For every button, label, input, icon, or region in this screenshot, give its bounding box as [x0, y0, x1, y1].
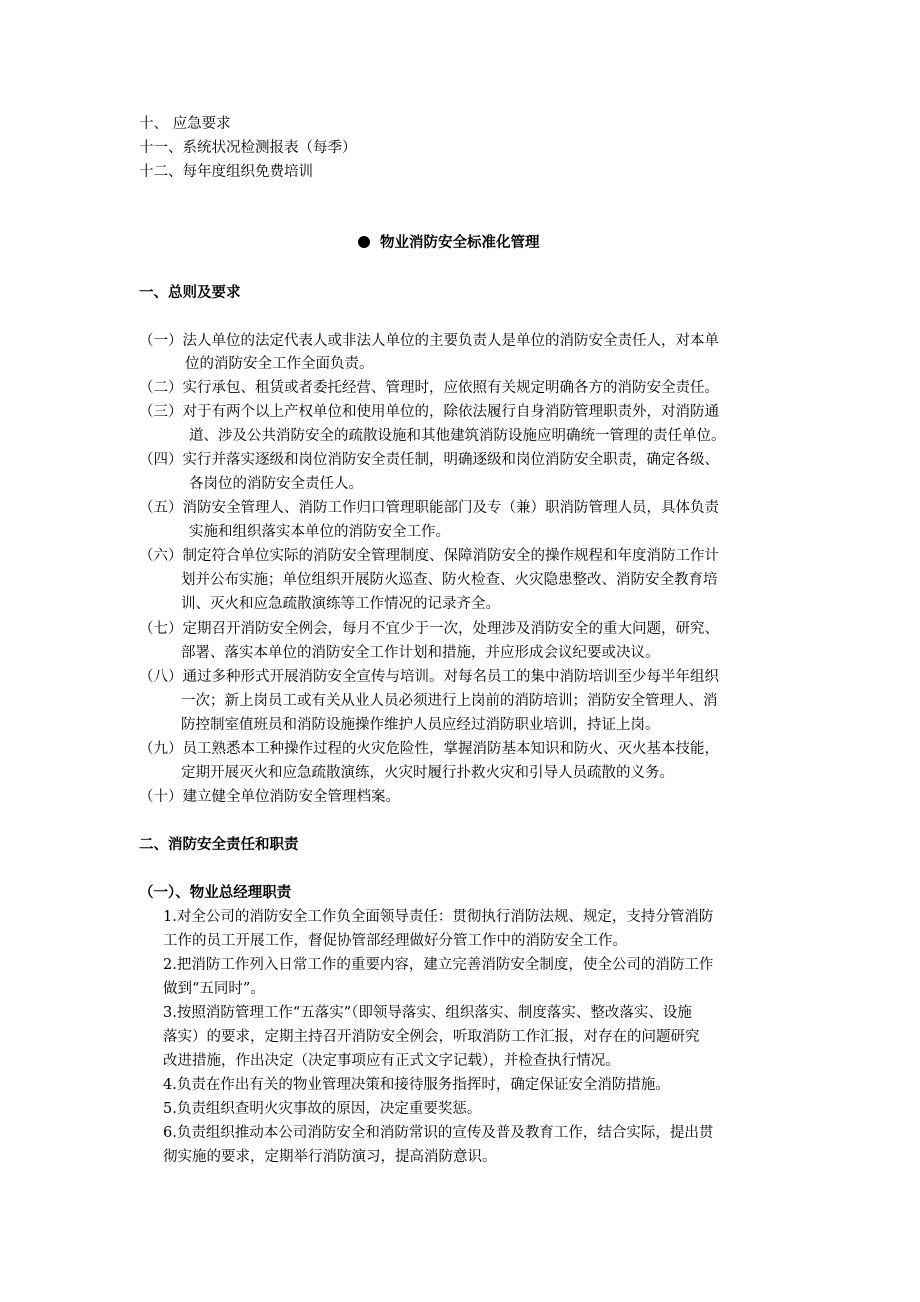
- paragraph-line: （十）建立健全单位消防安全管理档案。: [139, 789, 400, 805]
- paragraph-line: 5.负责组织查明火灾事故的原因，决定重要奖惩。: [163, 1101, 482, 1117]
- paragraph-line: 一次；新上岗员工或有关从业人员必须进行上岗前的消防培训；消防安全管理人、消: [181, 693, 718, 709]
- toc-item: 十、 应急要求: [139, 116, 231, 132]
- paragraph-line: 落实）的要求，定期主持召开消防安全例会，听取消防工作汇报，对存在的问题研究: [163, 1029, 700, 1045]
- paragraph-line: 定期开展灭火和应急疏散演练，火灾时履行扑救火灾和引导人员疏散的义务。: [181, 765, 674, 781]
- toc-item: 十一、系统状况检测报表（每季）: [139, 140, 357, 156]
- paragraph-line: 各岗位的消防安全责任人。: [189, 476, 363, 492]
- paragraph-line: 工作的员工开展工作，督促协管部经理做好分管工作中的消防安全工作。: [163, 933, 627, 949]
- paragraph-line: 彻实施的要求，定期举行消防演习，提高消防意识。: [163, 1149, 497, 1165]
- bullet-icon: [358, 236, 370, 248]
- document-title: [358, 232, 540, 254]
- section-heading: 一、总则及要求: [139, 285, 241, 301]
- paragraph-line: （五）消防安全管理人、消防工作归口管理职能部门及专（兼）职消防管理人员，具体负责: [139, 500, 719, 516]
- paragraph-line: 防控制室值班员和消防设施操作维护人员应经过消防职业培训，持证上岗。: [181, 717, 660, 733]
- section-heading: 二、消防安全责任和职责: [139, 837, 299, 853]
- paragraph-line: 划并公布实施；单位组织开展防火巡查、防火检查、火灾隐患整改、消防安全教育培: [181, 572, 718, 588]
- paragraph-line: 4.负责在作出有关的物业管理决策和接待服务指挥时，确定保证安全消防措施。: [163, 1077, 670, 1093]
- paragraph-line: （四）实行并落实逐级和岗位消防安全责任制，明确逐级和岗位消防安全职责，确定各级、: [139, 452, 719, 468]
- paragraph-line: （九）员工熟悉本工种操作过程的火灾危险性，掌握消防基本知识和防火、灭火基本技能，: [139, 741, 719, 757]
- paragraph-line: 6.负责组织推动本公司消防安全和消防常识的宣传及普及教育工作，结合实际，提出贯: [163, 1125, 714, 1141]
- subsection-heading: （一）、物业总经理职责: [139, 885, 292, 901]
- paragraph-line: 位的消防安全工作全面负责。: [185, 356, 374, 372]
- paragraph-line: 1.对全公司的消防安全工作负全面领导责任：贯彻执行消防法规、规定，支持分管消防: [163, 909, 714, 925]
- paragraph-line: （一）法人单位的法定代表人或非法人单位的主要负责人是单位的消防安全责任人，对本单: [139, 333, 719, 349]
- paragraph-line: 2.把消防工作列入日常工作的重要内容，建立完善消防安全制度，使全公司的消防工作: [163, 957, 714, 973]
- paragraph-line: 实施和组织落实本单位的消防安全工作。: [189, 524, 450, 540]
- paragraph-line: （八）通过多种形式开展消防安全宣传与培训。对每名员工的集中消防培训至少每半年组织: [139, 669, 719, 685]
- paragraph-line: 道、涉及公共消防安全的疏散设施和其他建筑消防设施应明确统一管理的责任单位。: [189, 428, 726, 444]
- paragraph-line: 训、灭火和应急疏散演练等工作情况的记录齐全。: [181, 596, 500, 612]
- paragraph-line: 部署、落实本单位的消防安全工作计划和措施，并应形成会议纪要或决议。: [181, 645, 660, 661]
- paragraph-line: （二）实行承包、租赁或者委托经营、管理时，应依照有关规定明确各方的消防安全责任。: [139, 380, 719, 396]
- paragraph-line: 改进措施，作出决定（决定事项应有正式文字记载），并检查执行情况。: [163, 1053, 620, 1069]
- paragraph-line: 3.按照消防管理工作“五落实”（即领导落实、组织落实、制度落实、整改落实、设施: [163, 1005, 692, 1021]
- paragraph-line: （七）定期召开消防安全例会，每月不宜少于一次，处理涉及消防安全的重大问题，研究、: [139, 621, 719, 637]
- toc-item: 十二、每年度组织免费培训: [139, 164, 313, 180]
- paragraph-line: （六）制定符合单位实际的消防安全管理制度、保障消防安全的操作规程和年度消防工作计: [139, 548, 719, 564]
- document-title-text: 物业消防安全标准化管理: [380, 235, 540, 251]
- paragraph-line: 做到“五同时”。: [163, 981, 265, 997]
- paragraph-line: （三）对于有两个以上产权单位和使用单位的，除依法履行自身消防管理职责外，对消防通: [139, 404, 719, 420]
